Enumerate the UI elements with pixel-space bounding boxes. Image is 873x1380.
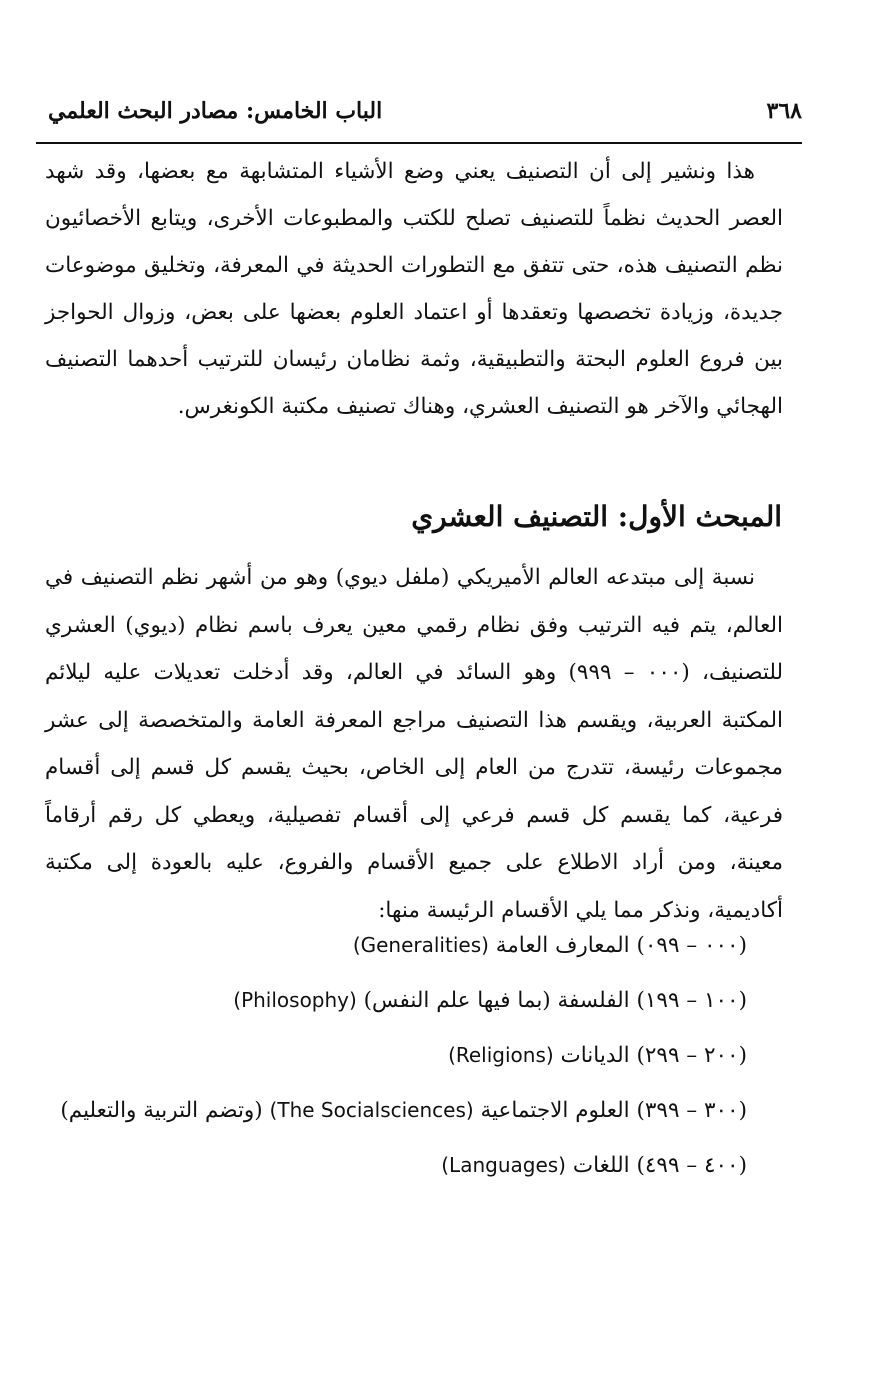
list-item [45,1087,783,1134]
class-range: (٢٠٠ – ٢٩٩) [636,1043,747,1068]
class-english: (Languages) [441,1153,566,1177]
class-range: (١٠٠ – ١٩٩) [636,988,747,1013]
section-heading: المبحث الأول: التصنيف العشري [411,500,782,533]
class-range: (٠٠٠ – ٠٩٩) [636,933,747,958]
list-item [45,922,783,969]
running-head [40,92,810,136]
class-english: (The Socialsciences) [269,1098,474,1122]
class-arabic: الديانات [560,1043,630,1068]
header-rule [36,142,802,144]
dewey-class-list [45,922,783,1197]
class-arabic: الفلسفة (بما فيها علم النفس) [363,988,630,1013]
list-item [45,1032,783,1079]
section-body [45,554,783,934]
page-number: ٣٦٨ [766,98,802,124]
class-english: (Generalities) [352,933,489,957]
list-item [45,977,783,1024]
class-arabic: اللغات [572,1153,630,1178]
class-english: (Philosophy) [233,988,357,1012]
chapter-title: الباب الخامس: مصادر البحث العلمي [48,98,383,124]
class-english: (Religions) [448,1043,554,1067]
intro-text [45,148,783,430]
class-range: (٤٠٠ – ٤٩٩) [636,1153,747,1178]
intro-paragraph: هذا ونشير إلى أن التصنيف يعني وضع الأشياء المتشابهة مع بعضها، وقد شهد العصر الحديث نظماً للتصنيف تصلح للكتب والمطبوعات الأخرى، ويتابع الأخصائيون نظم التصنيف هذه، حتى تتفق مع التطورات الحديثة في المعرفة، وتخليق موضوعات جديدة، وزيادة تخصصها وتعقدها أو اعتماد العلوم بعضها على بعض، وزوال الحواجز بين فروع العلوم البحتة والتطبيقية، وثمة نظامان رئيسان للترتيب أحدهما التصنيف الهجائي والآخر هو التصنيف العشري، وهناك تصنيف مكتبة الكونغرس. [45,159,783,419]
class-note: (وتضم التربية والتعليم) [60,1098,263,1123]
class-arabic: المعارف العامة [495,933,630,958]
list-item [45,1142,783,1189]
class-arabic: العلوم الاجتماعية [480,1098,630,1123]
class-range: (٣٠٠ – ٣٩٩) [636,1098,747,1123]
section-paragraph: نسبة إلى مبتدعه العالم الأميريكي (ملفل ديوي) وهو من أشهر نظم التصنيف في العالم، يتم فيه الترتيب وفق نظام رقمي معين يعرف باسم نظام (ديوي) العشري للتصنيف، (٠٠٠ – ٩٩٩) وهو السائد في العالم، وقد أدخلت تعديلات عليه ليلائم المكتبة العربية، ويقسم هذا التصنيف مراجع المعرفة العامة والمتخصصة إلى عشر مجموعات رئيسة، تتدرج من العام إلى الخاص، بحيث يقسم كل قسم إلى أقسام فرعية، كما يقسم كل قسم فرعي إلى أقسام تفصيلية، ويعطي كل رقم أرقاماً معينة، ومن أراد الاطلاع على جميع الأقسام والفروع، عليه بالعودة إلى مكتبة أكاديمية، ونذكر مما يلي الأقسام الرئيسة منها: [45,565,783,923]
